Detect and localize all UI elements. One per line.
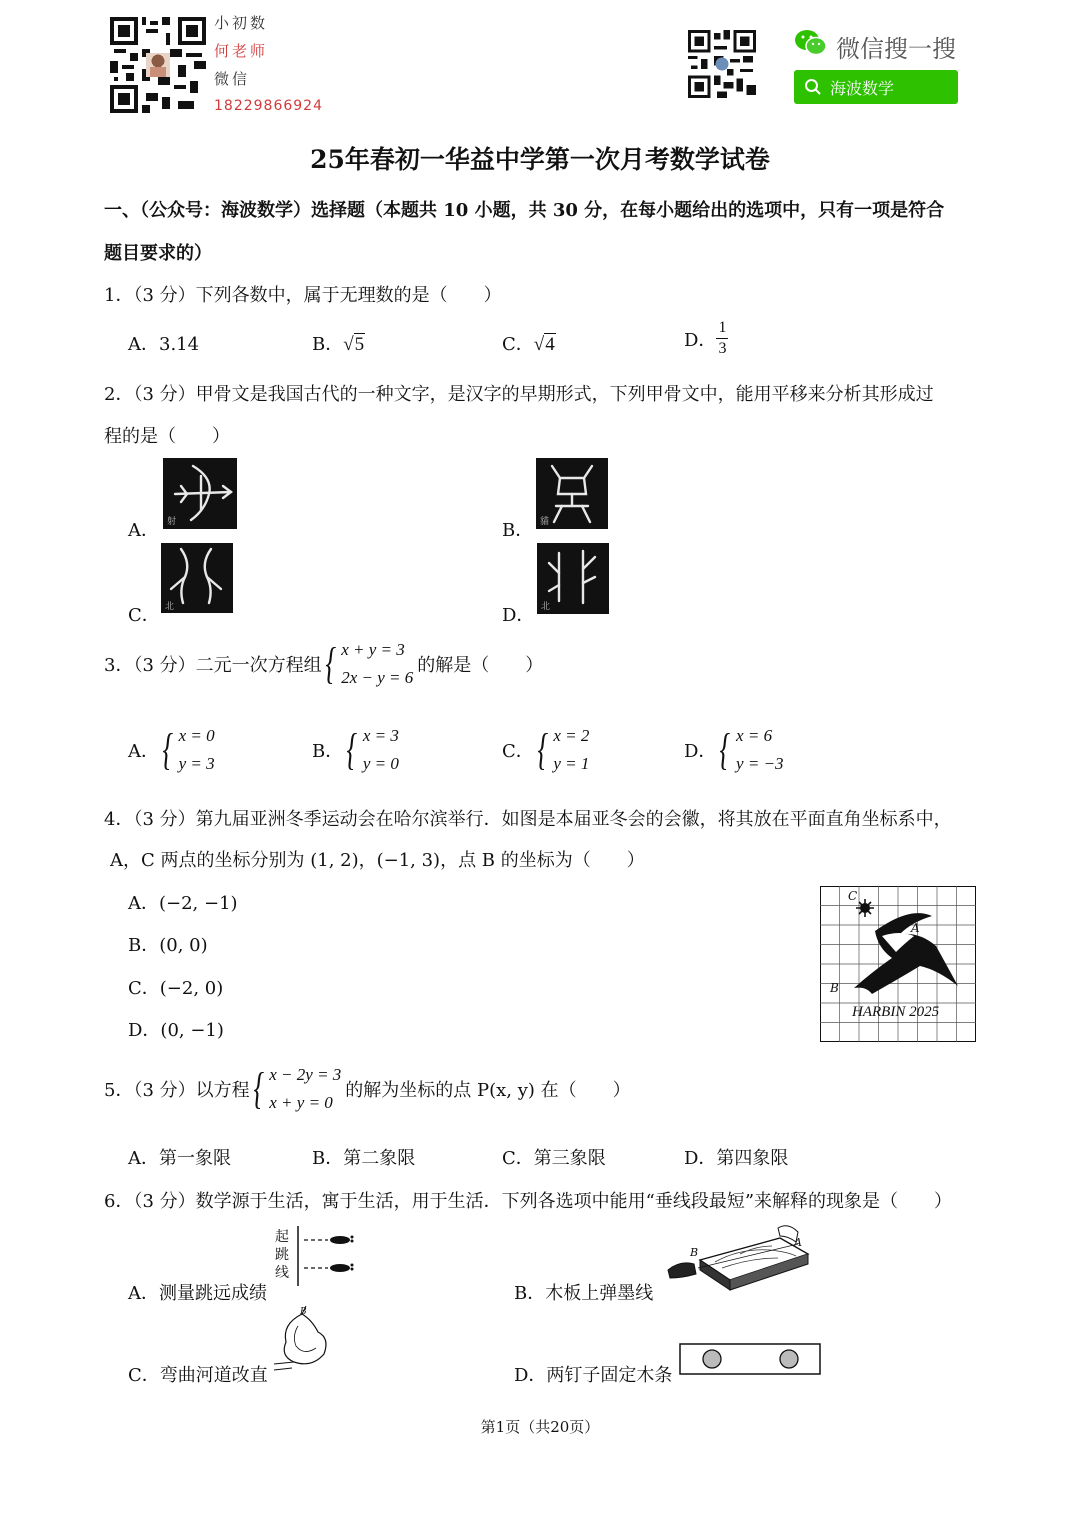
q2-option-d-label: D． [502, 605, 535, 626]
q6-fig-b-point-b: B [690, 1246, 699, 1259]
page-footer: 第1页（共20页） [480, 1418, 600, 1436]
oracle-a-caption: 射 [167, 517, 177, 527]
oracle-image-d [537, 543, 609, 614]
q5-option-c: C．第三象限 [502, 1148, 606, 1169]
q2-stem-line2: 程的是（ ） [104, 426, 230, 447]
page-title: 25年春初一华益中学第一次月考数学试卷 [310, 145, 770, 174]
q3-option-b: B． { x = 3 y = 0 [312, 722, 399, 778]
q3-option-c: C． { x = 2 y = 1 [502, 722, 589, 778]
q2-stem-line1: 2．（3 分）甲骨文是我国古代的一种文字，是汉字的早期形式，下列甲骨文中，能用平移来分析其形成过 [104, 384, 934, 405]
q6-figure-b [660, 1218, 810, 1294]
q1-option-d-label: D． [684, 329, 717, 351]
q5-option-a: A．第一象限 [128, 1148, 231, 1169]
q3-equation-system: { x + y = 3 2x − y = 6 [322, 636, 414, 692]
q4-stem-line2: A，C 两点的坐标分别为 (1, 2)，(−1, 3)，点 B 的坐标为（ ） [110, 850, 645, 871]
q4-point-a: A [911, 921, 920, 935]
q1-option-c-label: C． [502, 334, 534, 355]
q3-stem-prefix: 3．（3 分）二元一次方程组 [104, 655, 322, 676]
q6-fig-c-point-b: B [300, 1307, 307, 1317]
q6-option-d: D．两钉子固定木条 [514, 1365, 673, 1386]
q6-option-a: A．测量跳远成绩 [128, 1283, 267, 1304]
q3-a-line1: x = 0 [178, 726, 215, 745]
q1-option-a: A．3.14 [128, 334, 200, 355]
q3-option-b-label: B． [312, 741, 344, 762]
q5-stem-suffix: 的解为坐标的点 P(x, y) 在（ ） [345, 1080, 631, 1101]
oracle-image-b [536, 458, 608, 529]
footprint-icon [330, 1236, 354, 1273]
q5-eq2: x + y = 0 [269, 1093, 333, 1112]
q3-b-line2: y = 0 [362, 754, 399, 773]
q6-option-b: B．木板上弹墨线 [514, 1283, 654, 1304]
q5-eq1: x − 2y = 3 [269, 1065, 342, 1084]
q6-option-c: C．弯曲河道改直 [128, 1365, 268, 1386]
contact-phone: 18229866924 [214, 98, 323, 114]
oracle-c-caption: 北 [165, 602, 175, 612]
q4-option-a: A．(−2, −1) [128, 893, 238, 914]
q2-option-b-label: B． [502, 520, 534, 541]
q4-stem-line1: 4．（3 分）第九届亚洲冬季运动会在哈尔滨举行．如图是本届亚冬会的会徽，将其放在平面直角坐标系中， [104, 809, 952, 830]
q6-stem: 6．（3 分）数学源于生活，寓于生活，用于生活．下列各选项中能用“垂线段最短”来解释的现象是（ ） [104, 1191, 953, 1212]
wechat-search-label: 微信搜一搜 [836, 35, 956, 63]
q3-option-a-label: A． [128, 741, 159, 762]
section-heading-line1: 一、（公众号：海波数学）选择题（本题共 10 小题，共 30 分，在每小题给出的选项中，只有一项是符合 [104, 200, 945, 221]
q3-option-d-label: D． [684, 741, 717, 762]
q3-stem-suffix: 的解是（ ） [417, 655, 544, 676]
search-term: 海波数学 [830, 78, 895, 98]
q1-option-d [684, 318, 728, 359]
q3-d-line2: y = −3 [736, 754, 784, 773]
q5-stem [104, 1061, 631, 1117]
q6-fig-a-label: 起跳线 [275, 1229, 289, 1281]
q5-option-b: B．第二象限 [312, 1148, 416, 1169]
q2-option-a-label: A． [128, 520, 159, 541]
q4-option-d: D．(0, −1) [128, 1020, 224, 1041]
q3-option-c-label: C． [502, 741, 534, 762]
q6-figure-a [270, 1224, 360, 1288]
q1-option-b-label: B． [312, 334, 344, 355]
q5-option-d: D．第四象限 [684, 1148, 789, 1169]
oracle-b-caption: 貓 [540, 517, 550, 527]
oracle-image-a [163, 458, 237, 529]
oracle-image-c [161, 543, 233, 613]
q6-fig-b-point-a: A [794, 1236, 802, 1249]
nail-icon [780, 1350, 798, 1368]
contact-line-3: 微信 [214, 70, 251, 88]
q5-equation-system: { x − 2y = 3 x + y = 0 [250, 1061, 342, 1117]
q4-point-b: B [830, 981, 839, 995]
q3-option-d: D． { x = 6 y = −3 [684, 722, 784, 778]
oracle-d-caption: 北 [541, 602, 551, 612]
q3-eq2: 2x − y = 6 [341, 668, 414, 687]
wechat-search-box[interactable] [794, 70, 958, 104]
q5-stem-prefix: 5．（3 分）以方程 [104, 1080, 250, 1101]
q1-option-b: B．√5 [312, 334, 365, 355]
q1-option-d-num: 1 [718, 319, 727, 336]
q3-a-line2: y = 3 [178, 754, 215, 773]
q3-b-line1: x = 3 [362, 726, 399, 745]
search-icon [804, 78, 822, 96]
wechat-icon [794, 28, 828, 58]
q4-option-c: C．(−2, 0) [128, 978, 224, 999]
q3-eq1: x + y = 3 [341, 640, 405, 659]
q1-option-d-fraction [716, 318, 728, 359]
q4-emblem-figure [820, 886, 976, 1042]
q1-stem: 1．（3 分）下列各数中，属于无理数的是（ ） [104, 285, 502, 306]
q1-option-d-den: 3 [718, 340, 727, 357]
contact-line-2: 何老师 [214, 42, 269, 60]
q3-stem [104, 636, 543, 692]
contact-line-1: 小初数 [214, 14, 269, 32]
qr-code-right [688, 30, 756, 98]
q4-emblem-text: HARBIN 2025 [852, 1004, 940, 1020]
q6-figure-c [272, 1304, 334, 1380]
q4-point-c: C [848, 889, 858, 903]
section-heading-line2: 题目要求的） [104, 243, 212, 264]
q6-figure-d [679, 1343, 821, 1375]
qr-code-left [110, 16, 206, 114]
q4-option-b: B．(0, 0) [128, 935, 208, 956]
q3-option-a: A． { x = 0 y = 3 [128, 722, 215, 778]
nail-icon [703, 1350, 721, 1368]
q3-c-line2: y = 1 [553, 754, 590, 773]
q3-c-line1: x = 2 [553, 726, 590, 745]
q3-d-line1: x = 6 [736, 726, 773, 745]
q1-option-b-radicand: 5 [354, 334, 365, 355]
q1-option-c-radicand: 4 [545, 334, 555, 355]
q2-option-c-label: C． [128, 605, 160, 626]
q1-option-c: C．√4 [502, 334, 555, 355]
